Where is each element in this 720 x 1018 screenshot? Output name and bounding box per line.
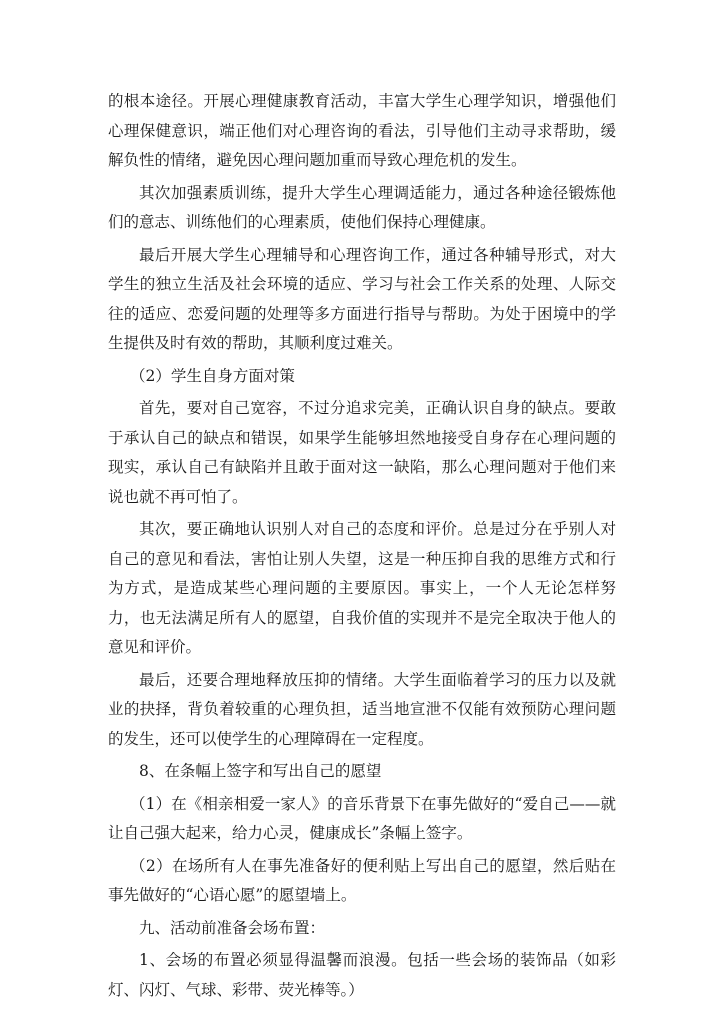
paragraph-counseling-work: 最后开展大学生心理辅导和心理咨询工作，通过各种辅导形式，对大学生的独立生活及社会环境的适应、学习与社会工作关系的处理、人际交往的适应、恋爱问题的处理等多方面进行指导与帮助。为处于困境中的学生提供及时有效的帮助，其顺利度过难关。 bbox=[108, 245, 616, 352]
paragraph-others-evaluation: 其次，要正确地认识别人对自己的态度和评价。总是过分在乎别人对自己的意见和看法，害怕让别人失望，这是一种压抑自我的思维方式和行为方式，是造成某些心理问题的主要原因。事实上，一个人无论怎样努力，也无法满足所有人的愿望，自我价值的实现并不是完全取决于他人的意见和评价。 bbox=[108, 520, 616, 656]
paragraph-intro-continuation: 的根本途径。开展心理健康教育活动，丰富大学生心理学知识，增强他们心理保健意识，端正他们对心理咨询的看法，引导他们主动寻求帮助，缓解负性的情绪，避免因心理问题加重而导致心理危机的发生。 bbox=[108, 92, 616, 169]
paragraph-venue-decoration: 1、会场的布置必须显得温馨而浪漫。包括一些会场的装饰品（如彩灯、闪灯、气球、彩带、荧光棒等。） bbox=[108, 951, 616, 999]
paragraph-quality-training: 其次加强素质训练，提升大学生心理调适能力，通过各种途径锻炼他们的意志、训练他们的心理素质，使他们保持心理健康。 bbox=[108, 183, 616, 231]
paragraph-release-emotions: 最后，还要合理地释放压抑的情绪。大学生面临着学习的压力以及就业的抉择，背负着较重的心理负担，适当地宣泄不仅能有效预防心理问题的发生，还可以使学生的心理障碍在一定程度。 bbox=[108, 670, 616, 748]
paragraph-self-tolerance: 首先，要对自己宽容，不过分追求完美，正确认识自身的缺点。要敢于承认自己的缺点和错误，如果学生能够坦然地接受自身存在心理问题的现实，承认自己有缺陷并且敢于面对这一缺陷，那么心理问题对于他们来说也就不再可怕了。 bbox=[108, 399, 616, 506]
section-heading-venue-setup: 九、活动前准备会场布置： bbox=[139, 918, 326, 937]
section-heading-student-measures: （2）学生自身方面对策 bbox=[130, 366, 295, 385]
paragraph-banner-signing: （1）在《相亲相爱一家人》的音乐背景下在事先做好的“爱自己——就让自己强大起来，给力心灵，健康成长”条幅上签字。 bbox=[108, 794, 616, 842]
section-heading-banner-signing: 8、在条幅上签字和写出自己的愿望 bbox=[139, 762, 382, 780]
paragraph-wish-wall: （2）在场所有人在事先准备好的便利贴上写出自己的愿望，然后贴在事先做好的“心语心愿”的愿望墙上。 bbox=[108, 856, 616, 904]
document-body bbox=[108, 87, 616, 1008]
